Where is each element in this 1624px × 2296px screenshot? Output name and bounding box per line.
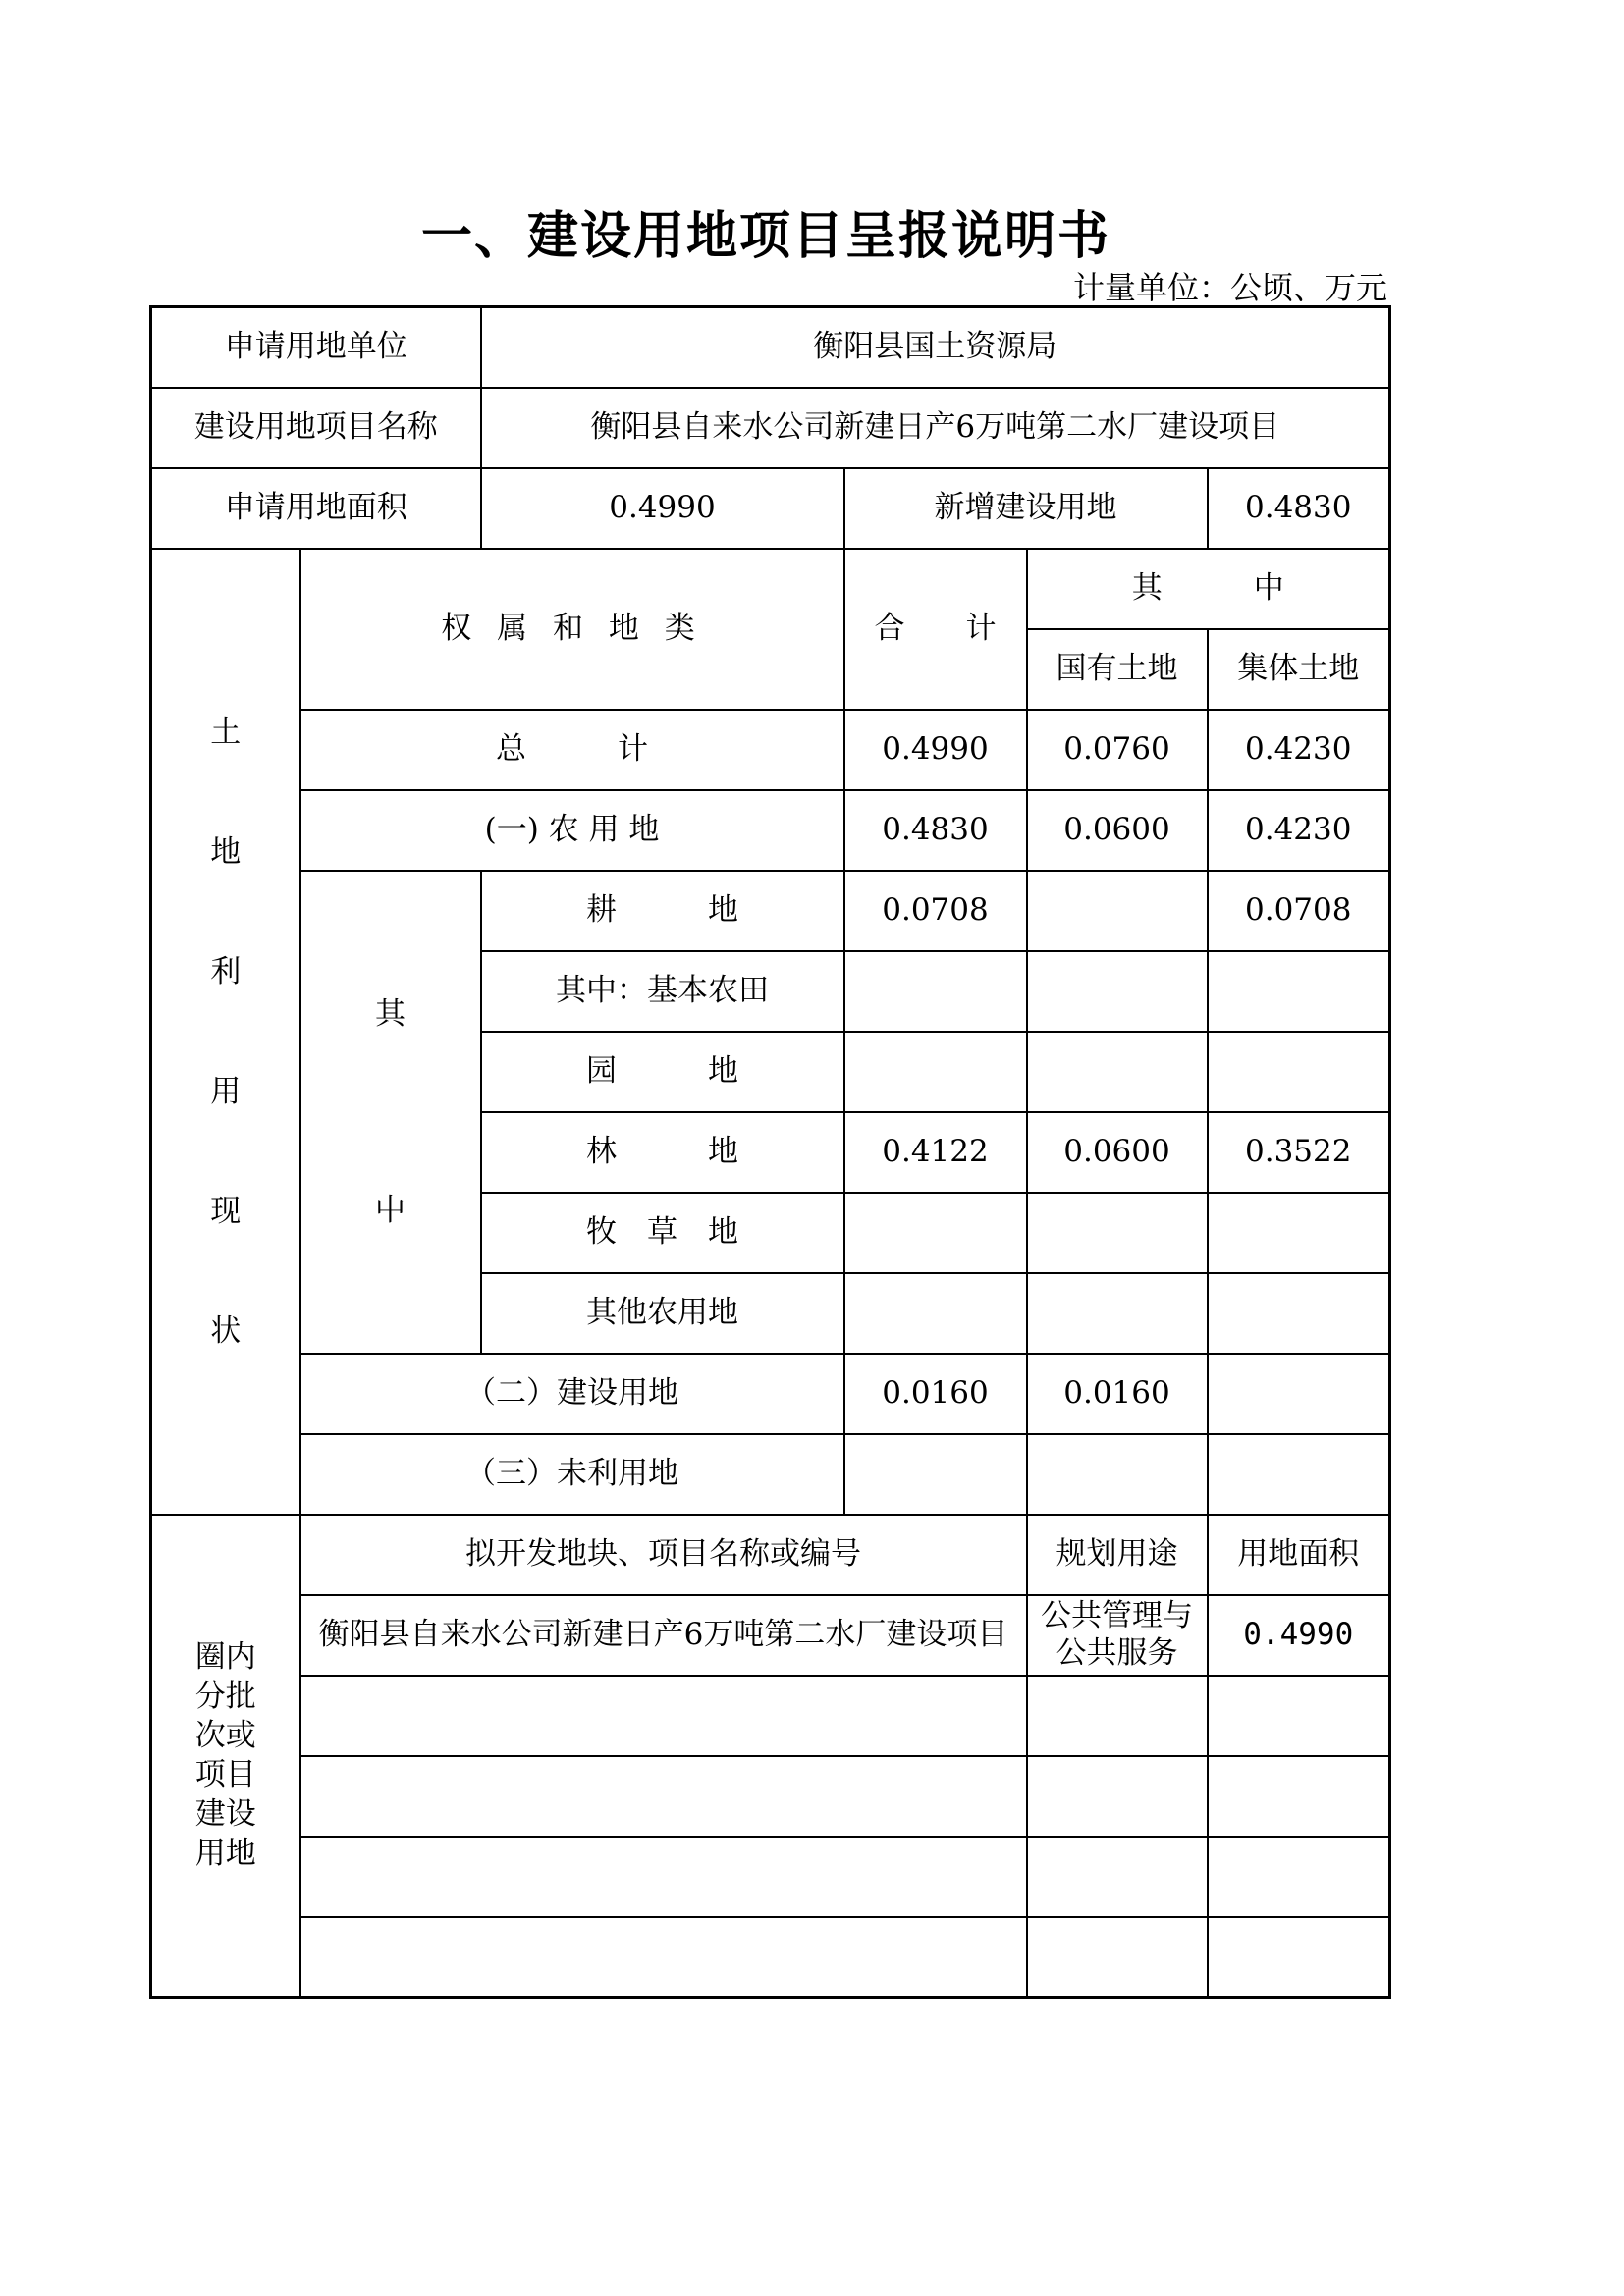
project-value: 衡阳县自来水公司新建日产6万吨第二水厂建设项目 [481, 388, 1390, 468]
land-use-row-unused [151, 1434, 1390, 1515]
total-value: 0.4990 [844, 710, 1027, 790]
area-label: 申请用地面积 [151, 468, 481, 549]
batch-row [151, 1756, 1390, 1837]
collective-value: 0.3522 [1208, 1112, 1390, 1193]
total-value [844, 1434, 1027, 1515]
collective-value [1208, 1354, 1390, 1434]
batch-purpose [1027, 1756, 1208, 1837]
batch-name-header: 拟开发地块、项目名称或编号 [300, 1515, 1027, 1595]
land-use-row-agricultural [151, 790, 1390, 871]
batch-purpose [1027, 1837, 1208, 1917]
collective-value: 0.4230 [1208, 710, 1390, 790]
collective-value [1208, 1193, 1390, 1273]
row-label: （三）未利用地 [300, 1434, 844, 1515]
batch-row [151, 1917, 1390, 1998]
batch-project-name [300, 1676, 1027, 1756]
application-form-table [149, 305, 1391, 1999]
state-value [1027, 871, 1208, 951]
total-value: 0.0160 [844, 1354, 1027, 1434]
row-label: (一) 农 用 地 [300, 790, 844, 871]
batch-area [1208, 1837, 1390, 1917]
land-use-section-label: 土 地 利 用 现 状 [151, 549, 300, 1515]
collective-value [1208, 1032, 1390, 1112]
project-row [151, 388, 1390, 468]
new-construction-value: 0.4830 [1208, 468, 1390, 549]
state-value: 0.0600 [1027, 790, 1208, 871]
batch-purpose-header: 规划用途 [1027, 1515, 1208, 1595]
batch-area-header: 用地面积 [1208, 1515, 1390, 1595]
state-value [1027, 1032, 1208, 1112]
total-value [844, 1193, 1027, 1273]
applicant-row [151, 307, 1390, 388]
state-value [1027, 1273, 1208, 1354]
of-which-column-header: 其 中 [1027, 549, 1390, 629]
measurement-unit: 计量单位：公顷、万元 [1072, 269, 1387, 306]
land-use-header-row [151, 549, 1390, 629]
project-label: 建设用地项目名称 [151, 388, 481, 468]
state-value: 0.0160 [1027, 1354, 1208, 1434]
row-label: （二）建设用地 [300, 1354, 844, 1434]
land-use-row-construction [151, 1354, 1390, 1434]
total-value: 0.4830 [844, 790, 1027, 871]
row-label: 园 地 [481, 1032, 844, 1112]
collective-value [1208, 1273, 1390, 1354]
batch-purpose: 公共管理与公共服务 [1027, 1595, 1208, 1676]
of-which-label: 其 中 [300, 871, 481, 1354]
batch-purpose [1027, 1676, 1208, 1756]
total-value [844, 1273, 1027, 1354]
batch-project-name [300, 1756, 1027, 1837]
total-value: 0.0708 [844, 871, 1027, 951]
row-label: 总 计 [300, 710, 844, 790]
collective-value: 0.4230 [1208, 790, 1390, 871]
state-land-column-header: 国有土地 [1027, 629, 1208, 710]
batch-row [151, 1837, 1390, 1917]
batch-area [1208, 1676, 1390, 1756]
total-value: 0.4122 [844, 1112, 1027, 1193]
state-value [1027, 1434, 1208, 1515]
document-title: 一、建设用地项目呈报说明书 [420, 207, 1110, 266]
category-column-header: 权 属 和 地 类 [300, 549, 844, 710]
land-use-row-cultivated [151, 871, 1390, 951]
collective-value: 0.0708 [1208, 871, 1390, 951]
batch-project-name [300, 1837, 1027, 1917]
state-value [1027, 1193, 1208, 1273]
applicant-value: 衡阳县国土资源局 [481, 307, 1390, 388]
total-value [844, 951, 1027, 1032]
land-use-row-total [151, 710, 1390, 790]
state-value: 0.0760 [1027, 710, 1208, 790]
total-value [844, 1032, 1027, 1112]
state-value [1027, 951, 1208, 1032]
batch-purpose [1027, 1917, 1208, 1998]
total-column-header: 合 计 [844, 549, 1027, 710]
area-row [151, 468, 1390, 549]
batch-header-row [151, 1515, 1390, 1595]
area-value: 0.4990 [481, 468, 844, 549]
batch-area [1208, 1756, 1390, 1837]
batch-area [1208, 1917, 1390, 1998]
batch-project-name [300, 1917, 1027, 1998]
collective-land-column-header: 集体土地 [1208, 629, 1390, 710]
collective-value [1208, 951, 1390, 1032]
row-label: 其他农用地 [481, 1273, 844, 1354]
applicant-label: 申请用地单位 [151, 307, 481, 388]
new-construction-label: 新增建设用地 [844, 468, 1208, 549]
collective-value [1208, 1434, 1390, 1515]
state-value: 0.0600 [1027, 1112, 1208, 1193]
row-label: 其中：基本农田 [481, 951, 844, 1032]
row-label: 林 地 [481, 1112, 844, 1193]
batch-row [151, 1595, 1390, 1676]
row-label: 牧 草 地 [481, 1193, 844, 1273]
batch-row [151, 1676, 1390, 1756]
batch-section-label: 圈内 分批 次或 项目 建设 用地 [151, 1515, 300, 1998]
row-label: 耕 地 [481, 871, 844, 951]
batch-area: 0.4990 [1208, 1595, 1390, 1676]
batch-project-name: 衡阳县自来水公司新建日产6万吨第二水厂建设项目 [300, 1595, 1027, 1676]
